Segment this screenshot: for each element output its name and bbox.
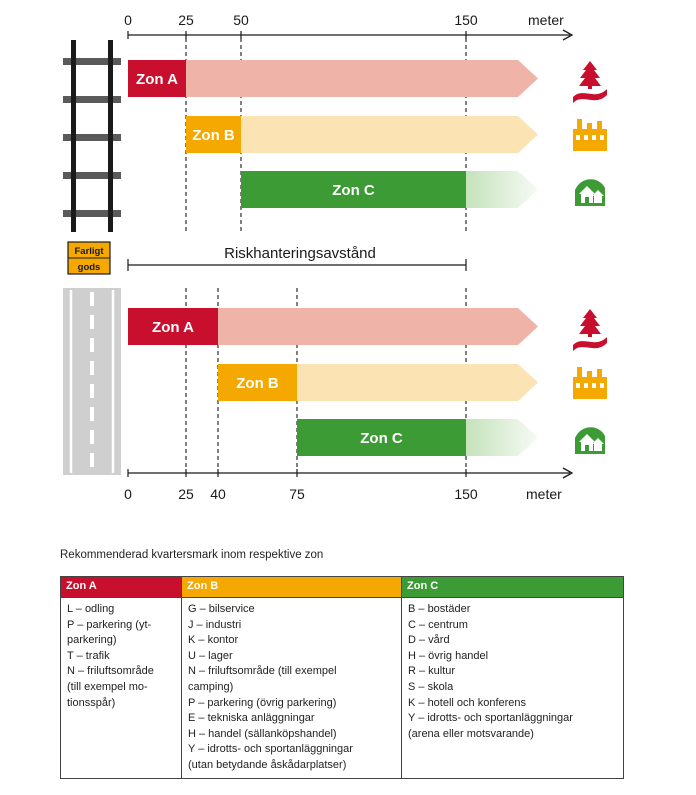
bottom-axis-unit-label: meter xyxy=(526,486,562,502)
forest-road-icon xyxy=(573,61,607,103)
railway-track xyxy=(63,40,121,232)
top-zone-bars xyxy=(128,60,607,208)
zone-label: Zon B xyxy=(236,375,279,392)
header-zon-b: Zon B xyxy=(182,577,402,598)
zone-arrow-tail xyxy=(186,60,538,97)
cell-zon-a xyxy=(61,598,182,779)
bottom-tick-label: 40 xyxy=(210,486,226,502)
rail-left xyxy=(71,40,76,232)
sign-line-2: gods xyxy=(77,262,101,273)
top-tick-label: 25 xyxy=(178,12,194,28)
zone-arrow-tail xyxy=(297,364,538,401)
factory-icon xyxy=(573,367,607,399)
risk-distance-label: Riskhanteringsavstånd xyxy=(224,245,376,262)
header-zon-a: Zon A xyxy=(61,577,182,598)
rail-right xyxy=(108,40,113,232)
zone-bar-zon-c xyxy=(241,171,605,208)
factory-icon xyxy=(573,119,607,151)
cell-zon-b xyxy=(182,598,402,779)
header-zon-c: Zon C xyxy=(402,577,624,598)
risk-distance-indicator xyxy=(128,245,466,271)
bottom-tick-label: 150 xyxy=(454,486,478,502)
zone-label: Zon A xyxy=(152,319,194,336)
houses-icon xyxy=(575,427,605,454)
zone-bar-zon-b xyxy=(218,364,607,401)
zone-label: Zon B xyxy=(192,127,235,144)
dangerous-goods-sign xyxy=(68,242,110,274)
table-row xyxy=(61,598,624,779)
houses-icon xyxy=(575,179,605,206)
zon-c-land-uses: B – bostäder C – centrum D – vård H – övrig handel R – kultur S – skola K – hotell och konferens Y – idrotts- och sportanläggningar (arena eller motsvarande) xyxy=(408,603,573,740)
top-axis-unit-label: meter xyxy=(528,12,564,28)
bottom-tick-label: 25 xyxy=(178,486,194,502)
zone-label: Zon C xyxy=(360,430,403,447)
zone-arrow-tail xyxy=(241,116,538,153)
forest-road-icon xyxy=(573,309,607,351)
zone-label: Zon C xyxy=(332,182,375,199)
top-tick-label: 150 xyxy=(454,12,478,28)
bottom-tick-label: 75 xyxy=(289,486,305,502)
zone-bar-zon-a xyxy=(128,308,607,351)
zon-a-land-uses: L – odling P – parkering (yt- parkering) T – trafik N – friluftsområde (till exempel mo- tionsspår) xyxy=(67,603,154,709)
road xyxy=(63,288,121,475)
table-header-row xyxy=(61,577,624,598)
zon-b-land-uses: G – bilservice J – industri K – kontor U – lager N – friluftsområde (till exempel camping) P – parkering (övrig parkering) E – tekniska anläggningar H – handel (sällanköpshandel) Y – idrotts- och sportanläggningar (utan betydande åskådarplatser) xyxy=(188,603,353,771)
zone-bar-zon-a xyxy=(128,60,607,103)
top-tick-label: 50 xyxy=(233,12,249,28)
top-tick-label: 0 xyxy=(124,12,132,28)
zone-label: Zon A xyxy=(136,71,178,88)
bottom-axis xyxy=(124,468,572,502)
top-axis xyxy=(124,12,572,40)
bottom-tick-label: 0 xyxy=(124,486,132,502)
table-caption: Rekommenderad kvartersmark inom respektive zon xyxy=(60,549,324,561)
zone-arrow-tail xyxy=(218,308,538,345)
zone-arrow-tail xyxy=(466,171,538,208)
zone-land-use-table xyxy=(60,576,624,779)
zone-bar-zon-b xyxy=(186,116,607,153)
sign-line-1: Farligt xyxy=(74,246,104,257)
zone-bar-zon-c xyxy=(297,419,605,456)
zone-arrow-tail xyxy=(466,419,538,456)
bottom-zone-bars xyxy=(128,308,607,456)
cell-zon-c xyxy=(402,598,624,779)
